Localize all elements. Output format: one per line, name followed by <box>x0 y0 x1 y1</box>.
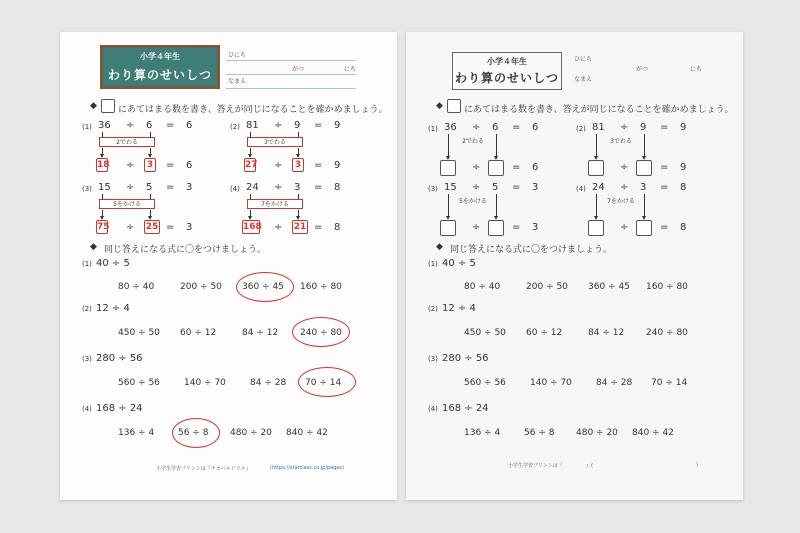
answer-circle <box>292 317 350 347</box>
quotient: 6 <box>186 120 193 131</box>
part1-item: (3) 15 ÷ 5 = 3 5をかける 75 ÷ 25 = 3 <box>82 182 193 233</box>
divisor: 6 <box>146 120 153 131</box>
name-line <box>226 88 356 89</box>
part1-item: (1) 36 ÷ 6 = 6 2でわる 18 ÷ 3 = 6 <box>82 120 193 171</box>
dividend: 36 <box>98 120 111 131</box>
blank-box-sample <box>447 99 461 113</box>
choice[interactable]: 200 ÷ 50 <box>526 282 568 292</box>
answer-box: 75 <box>97 222 110 232</box>
date-line <box>226 60 356 61</box>
answer-box: 18 <box>97 160 110 170</box>
target-expression: 40 ÷ 5 <box>96 258 130 269</box>
choice[interactable]: 60 ÷ 12 <box>526 328 563 338</box>
footer-blank-end: ) <box>696 462 698 468</box>
answer-box[interactable] <box>588 160 604 176</box>
item-number: (1) <box>82 123 92 131</box>
operation-label: 3でわる <box>247 137 303 147</box>
answer-box: 3 <box>292 158 304 172</box>
worksheet-title: わり算のせいしつ <box>454 71 559 85</box>
worksheet-answer-key: 小学４年生 わり算のせいしつ ひにち がつ にち なまえ ◆ にあてはまる数を書き、答えが同じになることを確かめましょう。 (1) 36 ÷ 6 = 6 2でわる 18 ÷ 3 = 6 (2) 81 ÷ 9 = 9 3でわる 27 ÷ 3 = 9 (3) 15 ÷ 5 = 3 5をかける 75 ÷ 25 = 3 (4) 24 ÷ 3 = 8 7をかける 168 ÷ 21 = 8 ◆ 同じ答えになる式に〇をつけましょう。 (1) 40 ÷ 5 80 ÷ 40 200 ÷ 50 360 ÷ 45 160 ÷ 80 (2) 12 ÷ 4 450 ÷ 50 60 ÷ 12 84 ÷ 12 240 ÷ 80 (3) 280 ÷ 56 560 ÷ 56 140 ÷ 70 84 ÷ 28 70 ÷ 14 (4) 168 ÷ 24 136 ÷ 4 56 ÷ 8 480 ÷ 20 840 ÷ 42 小学生学習プリントは『チカペルドリル』 (https://starclass.co.jp/pages) <box>60 32 397 500</box>
grade-label: 小学４年生 <box>140 52 180 61</box>
choice: 80 ÷ 40 <box>118 282 155 292</box>
answer-box: 168 <box>243 222 262 232</box>
quotient: 6 <box>186 160 193 171</box>
choice[interactable]: 136 ÷ 4 <box>464 428 501 438</box>
answer-box[interactable] <box>636 160 652 176</box>
choice[interactable]: 840 ÷ 42 <box>632 428 674 438</box>
grade-label: 小学４年生 <box>487 57 527 66</box>
operation-label: 7をかける <box>607 198 635 205</box>
answer-box: 27 <box>245 160 258 170</box>
choice: 160 ÷ 80 <box>300 282 342 292</box>
operation-label: 2でわる <box>462 138 484 145</box>
choice[interactable]: 480 ÷ 20 <box>576 428 618 438</box>
choice[interactable]: 160 ÷ 80 <box>646 282 688 292</box>
choice[interactable]: 360 ÷ 45 <box>588 282 630 292</box>
choice[interactable]: 84 ÷ 28 <box>596 378 633 388</box>
bullet: ◆ <box>90 101 97 111</box>
answer-box[interactable] <box>440 160 456 176</box>
worksheet-blank: 小学４年生 わり算のせいしつ ひにち がつ にち なまえ ◆ にあてはまる数を書き、答えが同じになることを確かめましょう。 (1) 36 ÷ 6 = 6 2でわる ÷ = 6 (2) 81 ÷ 9 = 9 3でわる ÷ = 9 (3) 15 ÷ 5 = 3 5をかける ÷ = 3 (4) 24 ÷ 3 = 8 7をかける ÷ = 8 ◆ 同じ答えになる式に〇をつけましょう。 (1) 40 ÷ 5 80 ÷ 40 200 ÷ 50 360 ÷ 45 160 ÷ 80 (2) 12 ÷ 4 450 ÷ 50 60 ÷ 12 84 ÷ 12 240 ÷ 80 (3) 280 ÷ 56 560 ÷ 56 140 ÷ 70 84 ÷ 28 70 ÷ 14 (4) 168 ÷ 24 136 ÷ 4 56 ÷ 8 480 ÷ 20 840 ÷ 42 小学生学習プリントは『 』( ) <box>406 32 743 500</box>
part1-item: (1) 36 ÷ 6 = 6 2でわる ÷ = 6 <box>428 122 568 182</box>
date-label: ひにち <box>228 52 247 59</box>
choice[interactable]: 56 ÷ 8 <box>524 428 555 438</box>
day-label: にち <box>344 66 357 73</box>
date-line <box>226 74 356 75</box>
choice[interactable]: 450 ÷ 50 <box>464 328 506 338</box>
footer-text: 小学生学習プリントは『チカペルドリル』 <box>156 466 251 472</box>
operation-label: 3でわる <box>610 138 632 145</box>
instruction-1: にあてはまる数を書き、答えが同じになることを確かめましょう。 <box>118 105 388 115</box>
operation-label: 7をかける <box>247 199 303 209</box>
choice[interactable]: 70 ÷ 14 <box>651 378 688 388</box>
date-label: ひにち <box>574 56 593 63</box>
part1-item: (2) 81 ÷ 9 = 9 3でわる 27 ÷ 3 = 9 <box>230 120 341 171</box>
operation-label: 5をかける <box>459 198 487 205</box>
instruction-2: 同じ答えになる式に〇をつけましょう。 <box>450 245 613 255</box>
name-label: なまえ <box>574 76 593 83</box>
choice[interactable]: 240 ÷ 80 <box>646 328 688 338</box>
day-label: にち <box>690 66 703 73</box>
name-label: なまえ <box>228 78 247 85</box>
part1-item: (4) 24 ÷ 3 = 8 7をかける 168 ÷ 21 = 8 <box>230 182 341 233</box>
footer-url: (https://starclass.co.jp/pages) <box>270 465 345 471</box>
operation-label: 2でわる <box>99 137 155 147</box>
answer-box: 25 <box>145 222 159 232</box>
answer-box[interactable] <box>588 220 604 236</box>
footer-blank: 』( <box>586 463 593 469</box>
choice[interactable]: 84 ÷ 12 <box>588 328 625 338</box>
answer-circle <box>236 272 294 302</box>
instruction-1: にあてはまる数を書き、答えが同じになることを確かめましょう。 <box>464 105 734 115</box>
month-label: がつ <box>292 66 305 73</box>
title-box <box>452 52 562 90</box>
part1-item: (3) 15 ÷ 5 = 3 5をかける ÷ = 3 <box>428 182 568 242</box>
title-chalkboard <box>100 45 220 89</box>
answer-circle <box>298 367 356 397</box>
part1-item: (2) 81 ÷ 9 = 9 3でわる ÷ = 9 <box>576 122 716 182</box>
answer-box[interactable] <box>440 220 456 236</box>
instruction-2: 同じ答えになる式に〇をつけましょう。 <box>104 245 267 255</box>
part1-item: (4) 24 ÷ 3 = 8 7をかける ÷ = 8 <box>576 182 716 242</box>
answer-box[interactable] <box>636 220 652 236</box>
worksheet-title: わり算のせいしつ <box>107 68 212 82</box>
operation-label: 5をかける <box>99 199 155 209</box>
choice[interactable]: 80 ÷ 40 <box>464 282 501 292</box>
answer-box: 21 <box>293 222 307 232</box>
choice: 200 ÷ 50 <box>180 282 222 292</box>
blank-box-sample <box>101 99 115 113</box>
month-label: がつ <box>636 66 649 73</box>
answer-box[interactable] <box>488 220 504 236</box>
choice[interactable]: 560 ÷ 56 <box>464 378 506 388</box>
footer-text: 小学生学習プリントは『 <box>508 463 563 469</box>
answer-box[interactable] <box>488 160 504 176</box>
answer-box: 3 <box>144 158 156 172</box>
item-number: (1) <box>82 260 92 268</box>
choice[interactable]: 140 ÷ 70 <box>530 378 572 388</box>
choice-correct: 360 ÷ 45 <box>242 282 284 292</box>
answer-circle <box>172 418 220 448</box>
